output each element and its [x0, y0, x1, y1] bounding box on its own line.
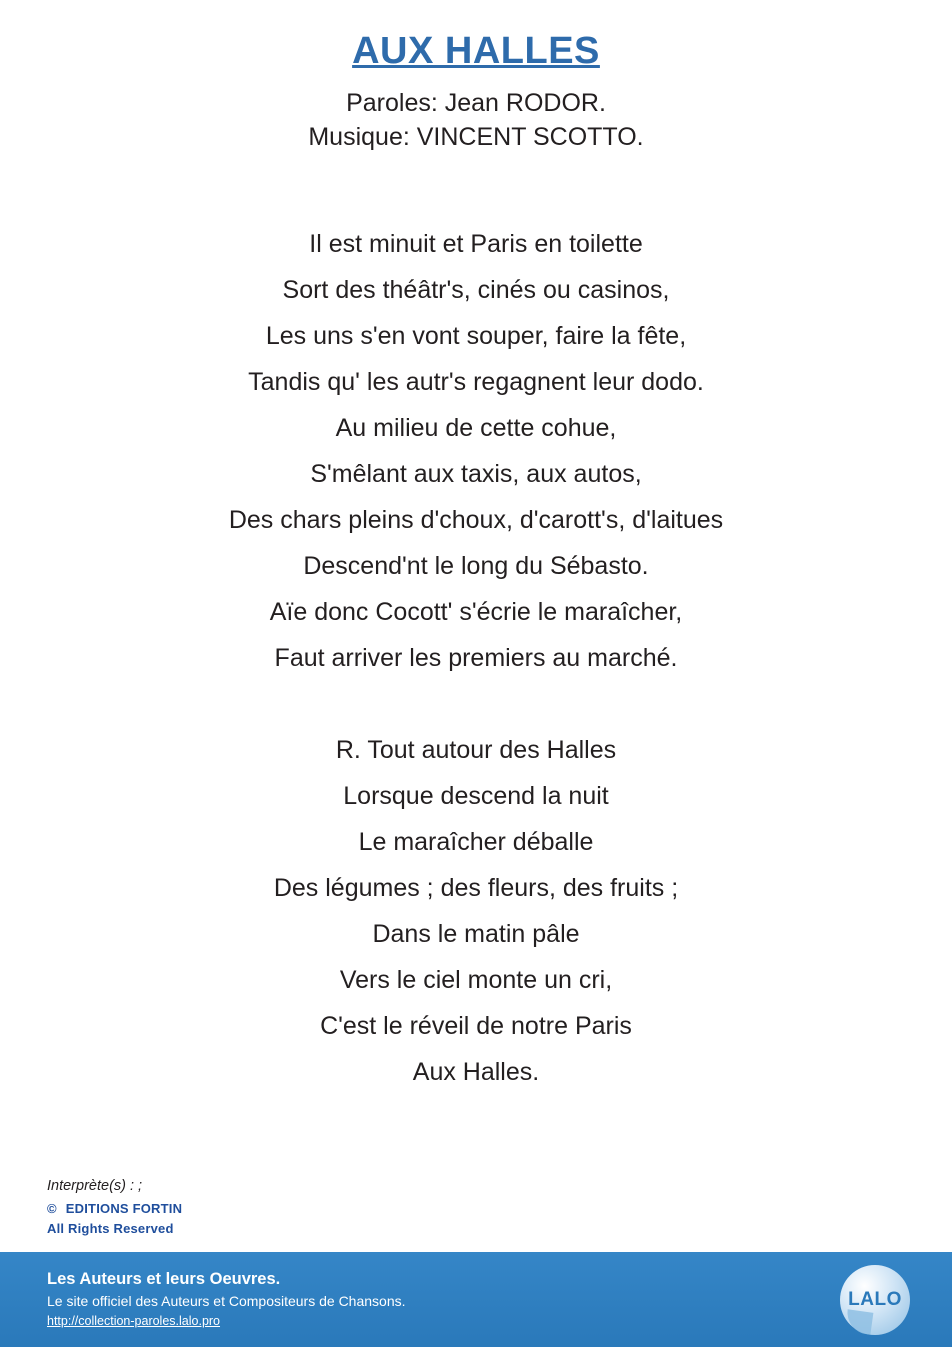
footer-subtitle: Le site officiel des Auteurs et Compositeurs de Chansons. [47, 1293, 406, 1309]
lyrics-line: Aïe donc Cocott' s'écrie le maraîcher, [269, 597, 683, 626]
lyrics-line: Tandis qu' les autr's regagnent leur dodo. [248, 367, 704, 396]
lyrics-spacer [0, 681, 952, 727]
lyrics-line: S'mêlant aux taxis, aux autos, [310, 459, 642, 488]
copyright-icon: © [47, 1201, 57, 1216]
logo-text: LALO [848, 1289, 902, 1310]
copyright-line [47, 1201, 182, 1216]
lyrics-line: R. Tout autour des Halles [335, 735, 617, 764]
footnotes-block [47, 1178, 182, 1236]
lyrics-line: C'est le réveil de notre Paris [320, 1011, 632, 1040]
copyright-holder: EDITIONS FORTIN [65, 1201, 183, 1216]
credits-lyricist: Paroles: Jean RODOR. [346, 89, 606, 117]
lyrics-line: Des chars pleins d'choux, d'carott's, d'laitues [228, 505, 724, 534]
credits-block [0, 87, 952, 155]
lyrics-line: Faut arriver les premiers au marché. [274, 643, 678, 672]
footer-title: Les Auteurs et leurs Oeuvres. [47, 1270, 281, 1288]
lyrics-line: Sort des théâtr's, cinés ou casinos, [282, 275, 670, 304]
page-title: AUX HALLES [352, 30, 600, 72]
footer-site-link[interactable]: http://collection-paroles.lalo.pro [47, 1314, 221, 1328]
rights-note: All Rights Reserved [47, 1221, 174, 1236]
lyrics-line: Aux Halles. [412, 1057, 540, 1086]
credits-composer: Musique: VINCENT SCOTTO. [308, 122, 644, 151]
lyrics-line: Il est minuit et Paris en toilette [309, 229, 643, 258]
logo-swoosh-icon [845, 1309, 874, 1334]
lyrics-line: Vers le ciel monte un cri, [339, 965, 613, 994]
footer-text-block [47, 1270, 406, 1330]
lyrics-line: Le maraîcher déballe [358, 827, 594, 856]
lyrics-line: Dans le matin pâle [372, 919, 580, 948]
lalo-logo [840, 1265, 910, 1335]
lyrics-line: Des légumes ; des fleurs, des fruits ; [273, 873, 679, 902]
lyrics-line: Lorsque descend la nuit [343, 781, 609, 810]
performer-note: Interprète(s) : ; [47, 1178, 143, 1194]
lyrics-line: Descend'nt le long du Sébasto. [303, 551, 649, 580]
lyrics-block [0, 221, 952, 1095]
lyrics-line: Au milieu de cette cohue, [335, 413, 617, 442]
page-footer [0, 1252, 952, 1347]
lyrics-line: Les uns s'en vont souper, faire la fête, [265, 321, 687, 350]
